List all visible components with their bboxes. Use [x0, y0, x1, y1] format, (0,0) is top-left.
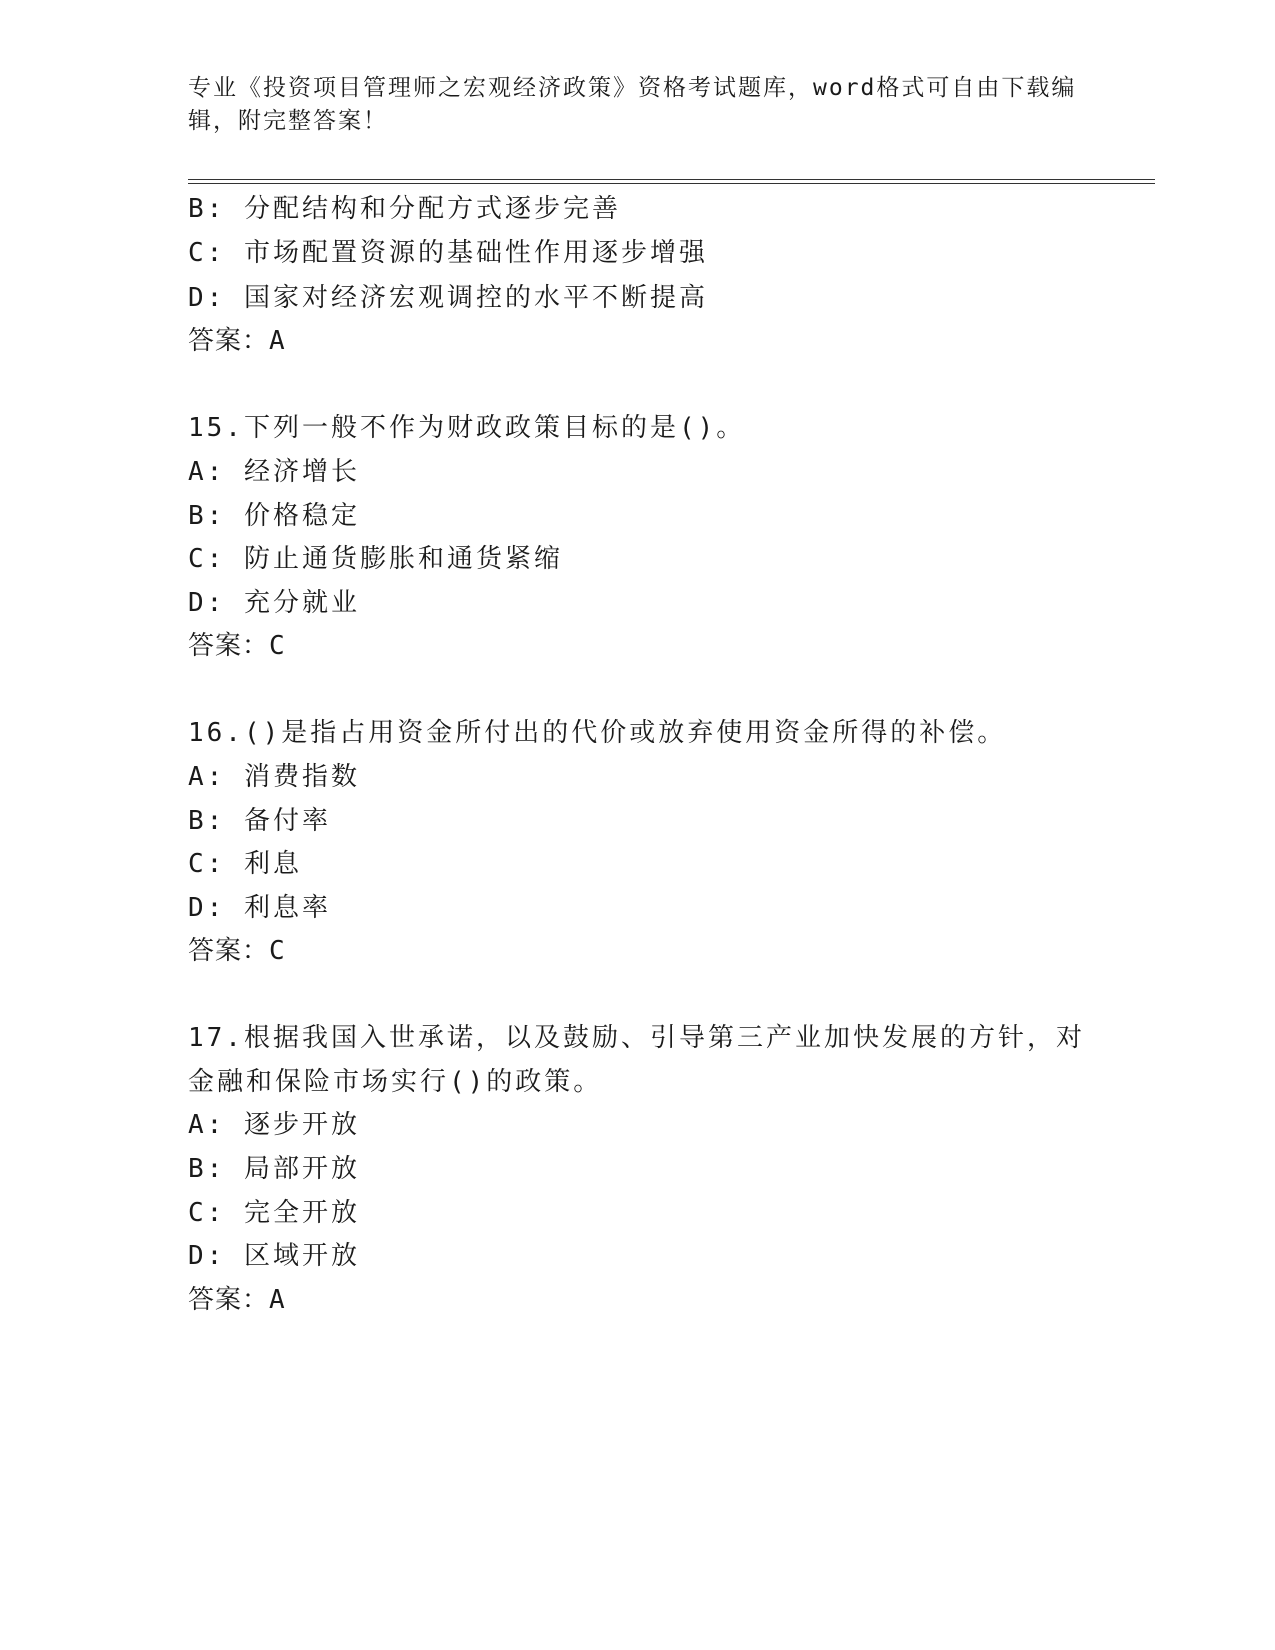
- question-17-stem-line-1: 17.根据我国入世承诺，以及鼓励、引导第三产业加快发展的方针，对: [188, 1023, 1085, 1053]
- option-b: B: 备付率: [188, 806, 331, 836]
- document-header: [188, 72, 1088, 138]
- option-a: A: 逐步开放: [188, 1110, 360, 1140]
- option-b: B: 局部开放: [188, 1154, 360, 1184]
- option-d: D: 国家对经济宏观调控的水平不断提高: [188, 283, 708, 313]
- header-divider-top: [188, 179, 1155, 180]
- option-c: C: 市场配置资源的基础性作用逐步增强: [188, 238, 708, 268]
- option-a: A: 消费指数: [188, 762, 360, 792]
- answer: 答案：A: [188, 1285, 286, 1315]
- option-a: A: 经济增长: [188, 457, 360, 487]
- answer: 答案：C: [188, 936, 286, 966]
- header-divider-bottom: [188, 183, 1155, 184]
- option-c: C: 利息: [188, 849, 302, 879]
- option-d: D: 利息率: [188, 893, 331, 923]
- answer: 答案：A: [188, 326, 286, 356]
- question-17-stem-line-2: 金融和保险市场实行()的政策。: [188, 1067, 603, 1097]
- question-16-stem: 16.()是指占用资金所付出的代价或放弃使用资金所得的补偿。: [188, 718, 1007, 748]
- option-b: B: 价格稳定: [188, 501, 360, 531]
- header-line-1: 专业《投资项目管理师之宏观经济政策》资格考试题库，word格式可自由下载编: [188, 75, 1077, 101]
- header-line-2: 辑，附完整答案！: [188, 108, 388, 134]
- option-c: C: 防止通货膨胀和通货紧缩: [188, 544, 563, 574]
- option-d: D: 充分就业: [188, 588, 360, 618]
- answer: 答案：C: [188, 631, 286, 661]
- option-c: C: 完全开放: [188, 1198, 360, 1228]
- question-15-stem: 15.下列一般不作为财政政策目标的是()。: [188, 413, 746, 443]
- option-d: D: 区域开放: [188, 1241, 360, 1271]
- option-b: B: 分配结构和分配方式逐步完善: [188, 194, 621, 224]
